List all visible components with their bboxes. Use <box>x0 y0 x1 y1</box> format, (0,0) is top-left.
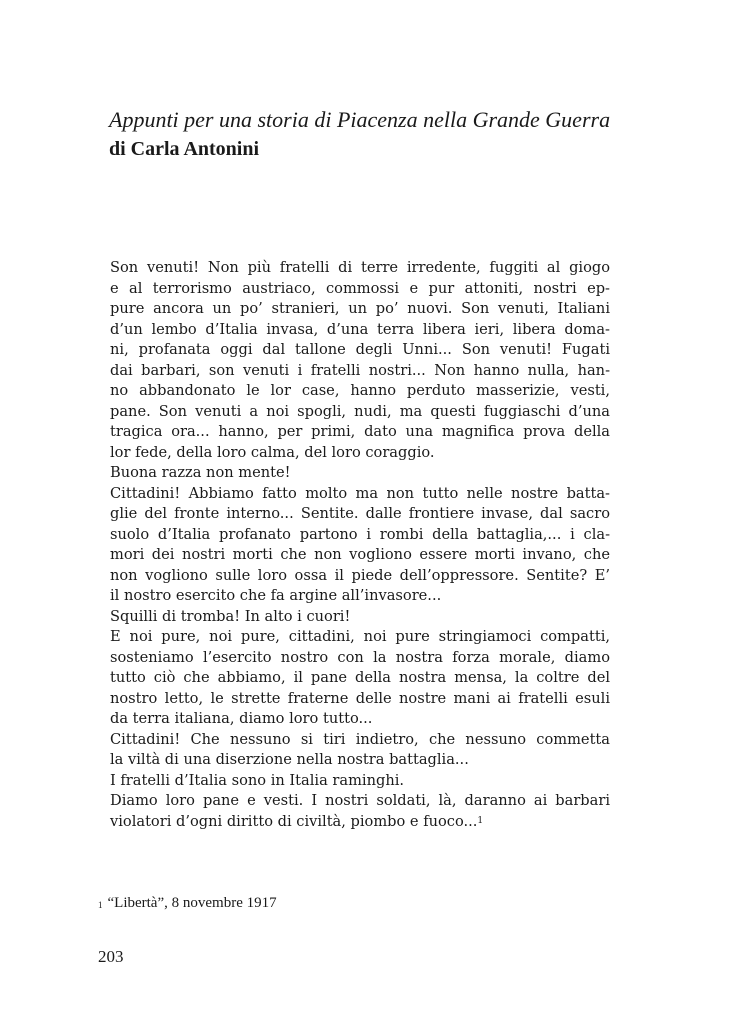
page-number: 203 <box>98 947 124 966</box>
page-title: Appunti per una storia di Piacenza nella Grande Guerra <box>109 107 611 132</box>
author-byline: di Carla Antonini <box>109 138 260 160</box>
text-line: tutto ciò che abbiamo, il pane della nostra mensa, la coltre del <box>110 669 610 686</box>
text-line: il nostro esercito che fa argine all’invasore... <box>110 587 442 604</box>
footnote <box>98 893 277 913</box>
text-line: Buona razza non mente! <box>110 464 291 481</box>
footnote-text: “Libertà”, 8 novembre 1917 <box>107 895 277 911</box>
text-line: mori dei nostri morti che non vogliono essere morti invano, che <box>110 546 610 563</box>
text-line: da terra italiana, diamo loro tutto... <box>110 710 373 727</box>
text-line: non vogliono sulle loro ossa il piede dell’oppressore. Sentite? E’ <box>110 566 610 584</box>
text-line: pane. Son venuti a noi spogli, nudi, ma questi fuggiaschi d’una <box>110 402 610 420</box>
footnote-reference[interactable]: 1 <box>477 815 484 826</box>
text-line: Diamo loro pane e vesti. I nostri soldati, là, daranno ai barbari <box>110 792 610 809</box>
text-line: Squilli di tromba! In alto i cuori! <box>110 607 351 625</box>
text-line: glie del fronte interno... Sentite. dalle frontiere invase, dal sacro <box>110 505 610 522</box>
text-line: d’un lembo d’Italia invasa, d’una terra libera ieri, libera doma- <box>110 320 610 338</box>
text-line: ni, profanata oggi dal tallone degli Unni... Son venuti! Fugati <box>110 341 610 358</box>
text-line: e al terrorismo austriaco, commossi e pur attoniti, nostri ep- <box>110 279 610 297</box>
footnote-mark: 1 <box>98 900 103 910</box>
text-line: E noi pure, noi pure, cittadini, noi pure stringiamoci compatti, <box>110 628 610 645</box>
text-line: pure ancora un po’ stranieri, un po’ nuovi. Son venuti, Italiani <box>110 300 610 317</box>
text-line: Cittadini! Abbiamo fatto molto ma non tutto nelle nostre batta- <box>110 484 610 502</box>
text-line: la viltà di una diserzione nella nostra battaglia... <box>110 751 469 768</box>
text-line: I fratelli d’Italia sono in Italia raminghi. <box>110 771 405 789</box>
text-line: sosteniamo l’esercito nostro con la nostra forza morale, diamo <box>110 648 610 666</box>
text-line: Son venuti! Non più fratelli di terre irredente, fuggiti al giogo <box>110 259 610 276</box>
quoted-passage <box>110 258 610 832</box>
text-line: Cittadini! Che nessuno si tiri indietro, che nessuno commetta <box>110 730 610 748</box>
text-line-final <box>110 812 610 833</box>
text-line: dai barbari, son venuti i fratelli nostri... Non hanno nulla, han- <box>110 361 610 379</box>
text-line: nostro letto, le strette fraterne delle nostre mani ai fratelli esuli <box>110 689 610 707</box>
text-line: no abbandonato le lor case, hanno perduto masserizie, vesti, <box>110 382 610 399</box>
text-line-content: violatori d’ogni diritto di civiltà, piombo e fuoco... <box>110 812 478 830</box>
text-line: lor fede, della loro calma, del loro coraggio. <box>110 443 435 461</box>
text-line: tragica ora... hanno, per primi, dato una magnifica prova della <box>110 423 610 440</box>
text-line: suolo d’Italia profanato partono i rombi della battaglia,... i cla- <box>110 525 610 543</box>
